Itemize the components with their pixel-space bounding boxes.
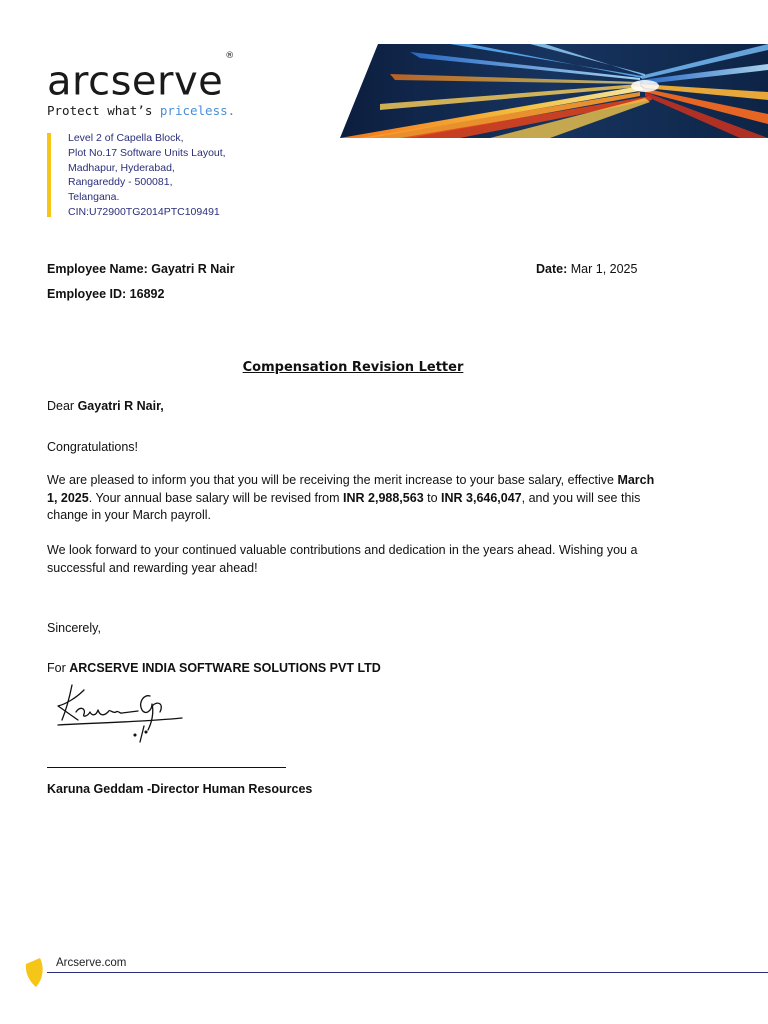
footer-divider bbox=[47, 972, 768, 973]
p1-text: , and you will see this change in your March payroll. bbox=[47, 490, 641, 522]
employee-name-line bbox=[47, 262, 235, 276]
signature-line bbox=[47, 767, 286, 768]
employee-name-label: Employee Name: bbox=[47, 262, 152, 276]
salutation-prefix: Dear bbox=[47, 399, 78, 413]
p1-text: . Your annual base salary will be revised from bbox=[88, 490, 344, 505]
letter-date: Mar 1, 2025 bbox=[567, 262, 638, 276]
header-banner-image bbox=[340, 44, 768, 138]
handwritten-signature bbox=[52, 680, 187, 745]
salutation-name: Gayatri R Nair, bbox=[77, 399, 164, 413]
address-line: Madhapur, Hyderabad, bbox=[68, 161, 175, 174]
employee-id: 16892 bbox=[129, 287, 165, 301]
address-line: Level 2 of Capella Block, bbox=[68, 132, 184, 144]
congratulations-text: Congratulations! bbox=[47, 440, 139, 454]
date-line bbox=[536, 262, 637, 276]
employee-name: Gayatri R Nair bbox=[151, 262, 235, 276]
tagline-highlight: priceless. bbox=[159, 103, 236, 118]
for-prefix: For bbox=[47, 661, 70, 675]
address-line: Telangana. bbox=[68, 191, 120, 204]
address-accent-bar bbox=[47, 133, 51, 217]
letter-title: Compensation Revision Letter bbox=[242, 360, 464, 375]
company-name: ARCSERVE INDIA SOFTWARE SOLUTIONS PVT LTD bbox=[69, 661, 381, 675]
company-signoff bbox=[47, 661, 381, 675]
closing-sincerely: Sincerely, bbox=[47, 621, 101, 635]
p1-text: We are pleased to inform you that you will be receiving the merit increase to your base salary, effective bbox=[47, 473, 618, 487]
salutation bbox=[47, 399, 164, 413]
effective-date: March 1, 2025 bbox=[47, 473, 655, 505]
new-salary: INR 3,646,047 bbox=[441, 490, 522, 505]
company-address bbox=[68, 131, 226, 220]
paragraph-salary-revision bbox=[47, 472, 667, 525]
logo-text: arcserve bbox=[47, 58, 224, 105]
address-line: Rangareddy - 500081, bbox=[68, 176, 173, 189]
employee-id-label: Employee ID: bbox=[47, 287, 130, 301]
old-salary: INR 2,988,563 bbox=[343, 490, 424, 505]
address-line: Plot No.17 Software Units Layout, bbox=[68, 146, 226, 159]
company-logo bbox=[47, 51, 235, 105]
paragraph-closing-wishes: We look forward to your continued valuable contributions and dedication in the years ahead. Wishing you a successful and rewarding year ahead! bbox=[47, 543, 638, 575]
date-label: Date: bbox=[536, 262, 568, 276]
registered-mark: ® bbox=[225, 51, 235, 61]
address-line-cin: CIN:U72900TG2014PTC109491 bbox=[68, 205, 220, 218]
p1-text: to bbox=[423, 490, 442, 505]
employee-id-line bbox=[47, 287, 164, 301]
footer-website: Arcserve.com bbox=[56, 957, 127, 969]
tagline-prefix: Protect what’s bbox=[47, 103, 160, 118]
signatory-name: Karuna Geddam -Director Human Resources bbox=[47, 782, 313, 796]
tagline bbox=[47, 103, 235, 118]
arcserve-shield-icon bbox=[24, 956, 46, 988]
